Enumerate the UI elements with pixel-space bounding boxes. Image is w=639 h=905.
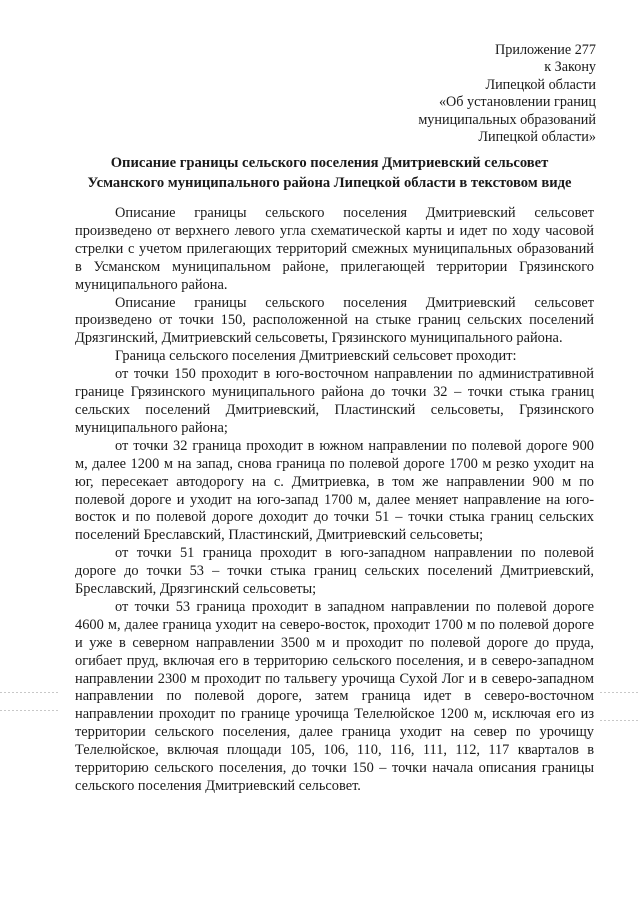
paragraph: от точки 53 граница проходит в западном направлении по полевой дороге 4600 м, далее граница уходит на северо-восток, проходит 1700 м по полевой дороге и уже в северном направлении 3500 м и проходит по полевой дороге до пруда, огибает пруд, включая его в территорию сельского поселения, и в северо-западном направлении 2300 м проходит по тальвегу урочища Сухой Лог и в северо-западном направлении по полевой дороге, затем граница идет в северо-восточном направлении проходит по границе урочища Телелюйское 1200 м, исключая его из территории сельского поселения, далее граница уходит на север по урочищу Телелюйское, включая площади 105, 106, 110, 116, 111, 112, 117 кварталов в территорию сельского поселения, до точки 150 – точки начала описания границы сельского поселения Дмитриевский сельсовет.	[75, 598, 594, 794]
paragraph: Граница сельского поселения Дмитриевский сельсовет проходит:	[115, 348, 517, 365]
appendix-line: муниципальных образований	[418, 111, 596, 128]
appendix-line: к Закону	[544, 59, 596, 76]
paragraph: Описание границы сельского поселения Дмитриевский сельсовет произведено от верхнего левого угла схематической карты и идет по ходу часовой стрелки с учетом прилегающих территорий смежных муниципальных образований в Усманском муниципальном районе, прилегающей территории Грязинского муниципального района.	[75, 205, 594, 293]
paragraph: от точки 51 граница проходит в юго-западном направлении по полевой дороге до точки 53 – точки стыка границ сельских поселений Дмитриевский, Бреславский, Дрязгинский сельсоветы;	[75, 545, 594, 598]
scan-artifact-right	[600, 720, 639, 721]
scan-artifact-left	[0, 692, 60, 693]
title-line-2: Усманского муниципального района Липецкой области в текстовом виде	[87, 175, 572, 191]
title-line-1: Описание границы сельского поселения Дмитриевский сельсовет	[110, 155, 549, 171]
scan-artifact-right	[600, 692, 639, 693]
appendix-line: Липецкой области»	[478, 129, 596, 146]
appendix-header	[418, 42, 596, 146]
document-title	[60, 153, 599, 193]
appendix-line: Липецкой области	[485, 76, 596, 93]
paragraph: Описание границы сельского поселения Дмитриевский сельсовет произведено от точки 150, расположенной на стыке границ сельских поселений Дрязгинский, Дмитриевский сельсоветы, Грязинского муниципального района.	[75, 294, 594, 347]
scan-artifact-left	[0, 710, 60, 711]
appendix-line: Приложение 277	[495, 42, 596, 58]
document-body	[75, 205, 594, 796]
paragraph: от точки 32 граница проходит в южном направлении по полевой дороге 900 м, далее 1200 м на запад, снова граница по полевой дороге 1700 м резко уходит на юг, пересекает автодорогу на с. Дмитриевка, в том же направлении 900 м по полевой дороге и уходит на юго-запад 1700 м, далее меняет направление на юго-восток и по полевой дороге доходит до точки 51 – точки стыка границ сельских поселений Бреславский, Пластинский, Дмитриевский сельсоветы;	[75, 437, 594, 544]
appendix-line: «Об установлении границ	[438, 94, 596, 111]
paragraph: от точки 150 проходит в юго-восточном направлении по административной границе Грязинского муниципального района до точки 32 – точки стыка границ сельских поселений Дмитриевский, Пластинский сельсоветы, Грязинского муниципального района;	[75, 366, 594, 436]
